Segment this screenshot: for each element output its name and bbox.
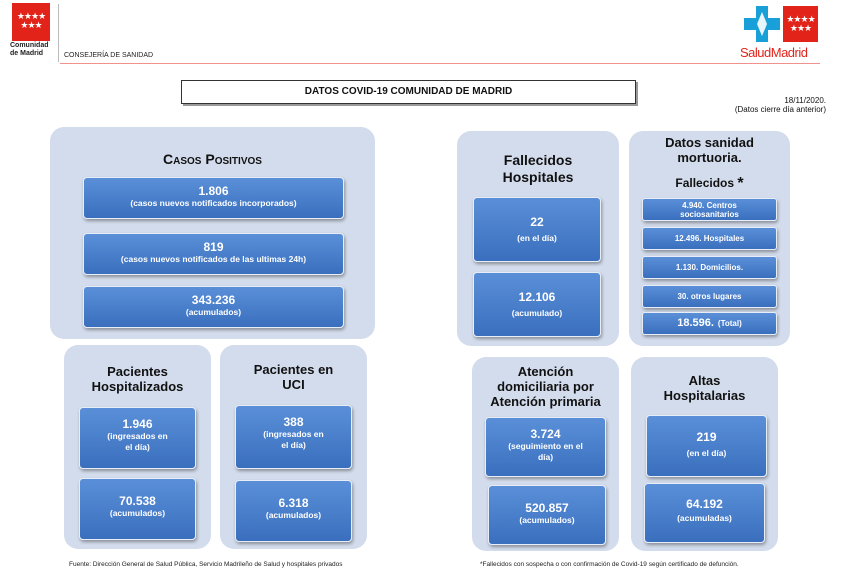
stat-value: 1.806 — [198, 184, 229, 198]
stat-value: 219 — [696, 430, 717, 444]
star-icons: ★★★ — [20, 20, 42, 30]
casos-positivos-panel — [50, 127, 375, 339]
stat-value: 12.106 — [518, 290, 556, 304]
stat-value: 22 — [530, 215, 544, 229]
item-text: sociosanitarios — [680, 209, 739, 219]
panel-title-line1: Pacientes en — [253, 362, 334, 377]
stat-label: el día) — [281, 440, 306, 450]
salud-madrid-logo-text: SaludMadrid — [740, 45, 808, 60]
panel-title-line1: Atención — [517, 364, 574, 379]
stat-label: (en el día) — [686, 448, 727, 458]
header-rule — [60, 63, 820, 64]
star-icons: ★★★ — [789, 23, 812, 33]
org-name — [10, 42, 49, 58]
salud-madrid-flag — [783, 6, 818, 42]
salud-madrid-cross-icon — [744, 6, 780, 42]
panel-title — [64, 364, 211, 394]
panel-title — [457, 152, 619, 186]
date-value: 18/11/2020. — [784, 96, 826, 105]
stat-value: 6.318 — [278, 496, 309, 510]
stat-value: 3.724 — [530, 427, 561, 441]
panel-title — [220, 362, 367, 392]
mortuoria-item — [642, 198, 777, 221]
stat-label: día) — [537, 452, 554, 462]
stat-label: (ingresados en — [107, 431, 168, 441]
stat-label: el día) — [125, 442, 150, 452]
stat-value: 520.857 — [525, 501, 569, 515]
comunidad-madrid-logo — [12, 3, 50, 41]
stat-uci-acumulados — [235, 480, 352, 542]
panel-title-line2: Hospitales — [502, 169, 574, 185]
stat-value: 819 — [203, 240, 224, 254]
panel-title-line1: Fallecidos — [503, 152, 573, 168]
hospitalizados-panel — [64, 345, 211, 549]
stat-hosp-acumulados — [79, 478, 196, 540]
stat-value: 343.236 — [191, 293, 236, 307]
panel-title-line3: Atención primaria — [490, 394, 601, 409]
source-note: Fuente: Dirección General de Salud Pública, Servicio Madrileño de Salud y hospitales privados — [69, 561, 343, 568]
page-title: DATOS COVID-19 COMUNIDAD DE MADRID — [181, 80, 636, 104]
total-value: 18.596. — [677, 317, 714, 329]
org-name-line2: de Madrid — [10, 50, 44, 57]
mortuoria-item — [642, 285, 777, 308]
consejeria-label: CONSEJERÍA DE SANIDAD — [64, 52, 154, 59]
stat-uci-dia — [235, 405, 352, 469]
item-text: 12.496. Hospitales — [674, 234, 745, 243]
stat-fallecidos-dia — [473, 197, 601, 262]
item-text: 30. otros lugares — [677, 292, 742, 301]
report-date — [690, 96, 826, 114]
stat-value: 1.946 — [122, 417, 153, 431]
stat-label: (acumulados) — [185, 307, 242, 317]
stat-label: (en el día) — [517, 233, 557, 243]
stat-value: 70.538 — [119, 494, 156, 508]
stat-altas-dia — [646, 415, 767, 477]
panel-title — [631, 373, 778, 403]
stat-label: (acumulado) — [511, 308, 563, 318]
item-text: 4.940. Centros — [682, 200, 737, 210]
stat-value: 64.192 — [686, 497, 723, 511]
stat-casos-acumulados — [83, 286, 344, 328]
panel-title-line1: Altas — [688, 373, 721, 388]
panel-title-line2: UCI — [282, 377, 305, 392]
org-name-line1: Comunidad — [10, 42, 49, 49]
panel-title: Casos Positivos — [163, 151, 262, 167]
panel-title-line2: Hospitalizados — [91, 379, 184, 394]
stat-label: (casos nuevos notificados de las ultimas 24h) — [120, 254, 307, 264]
panel-title-line1: Pacientes — [107, 364, 168, 379]
stat-label: (acumulados) — [519, 515, 575, 525]
panel-title — [629, 135, 790, 165]
stat-hosp-dia — [79, 407, 196, 469]
stat-label: (ingresados en — [263, 429, 324, 439]
mortuoria-total — [642, 312, 777, 335]
star-icons: ★★★★ — [16, 11, 46, 21]
stat-label: (acumulados) — [109, 508, 166, 518]
date-note: (Datos cierre día anterior) — [734, 105, 826, 114]
uci-panel — [220, 345, 367, 549]
panel-title-line2: Hospitalarias — [663, 388, 746, 403]
fallecidos-hospitales-panel — [457, 131, 619, 346]
footnote: *Fallecidos con sospecha o con confirmación de Covid-19 según certificado de defunción. — [480, 561, 739, 568]
stat-label: (seguimiento en el — [508, 441, 583, 451]
sanidad-mortuoria-panel — [629, 131, 790, 346]
altas-hospitalarias-panel — [631, 357, 778, 551]
atencion-domiciliaria-panel — [472, 357, 619, 551]
stat-label: (acumulados) — [265, 510, 322, 520]
stat-atencion-acumulados — [488, 485, 606, 545]
star-icons: ★★★★ — [786, 14, 815, 24]
stat-atencion-dia — [485, 417, 606, 477]
item-text: 1.130. Domicilios. — [675, 263, 744, 272]
stat-label: (casos nuevos notificados incorporados) — [130, 198, 297, 208]
panel-title — [472, 364, 619, 409]
stat-value: 388 — [283, 415, 304, 429]
divider — [58, 4, 59, 62]
stat-casos-nuevos — [83, 177, 344, 219]
total-label: (Total) — [717, 319, 742, 328]
mortuoria-item — [642, 227, 777, 250]
panel-title-line1: Datos sanidad — [665, 135, 754, 150]
asterisk-icon: * — [737, 175, 744, 192]
panel-subtitle — [629, 176, 790, 191]
panel-title-line2: mortuoria. — [677, 150, 742, 165]
panel-title-line2: domiciliaria por — [497, 379, 594, 394]
stat-altas-acumuladas — [644, 483, 765, 543]
stat-fallecidos-acumulado — [473, 272, 601, 337]
stat-label: (acumuladas) — [677, 513, 732, 523]
subtitle-text: Fallecidos — [675, 176, 735, 190]
stat-casos-24h — [83, 233, 344, 275]
mortuoria-item — [642, 256, 777, 279]
